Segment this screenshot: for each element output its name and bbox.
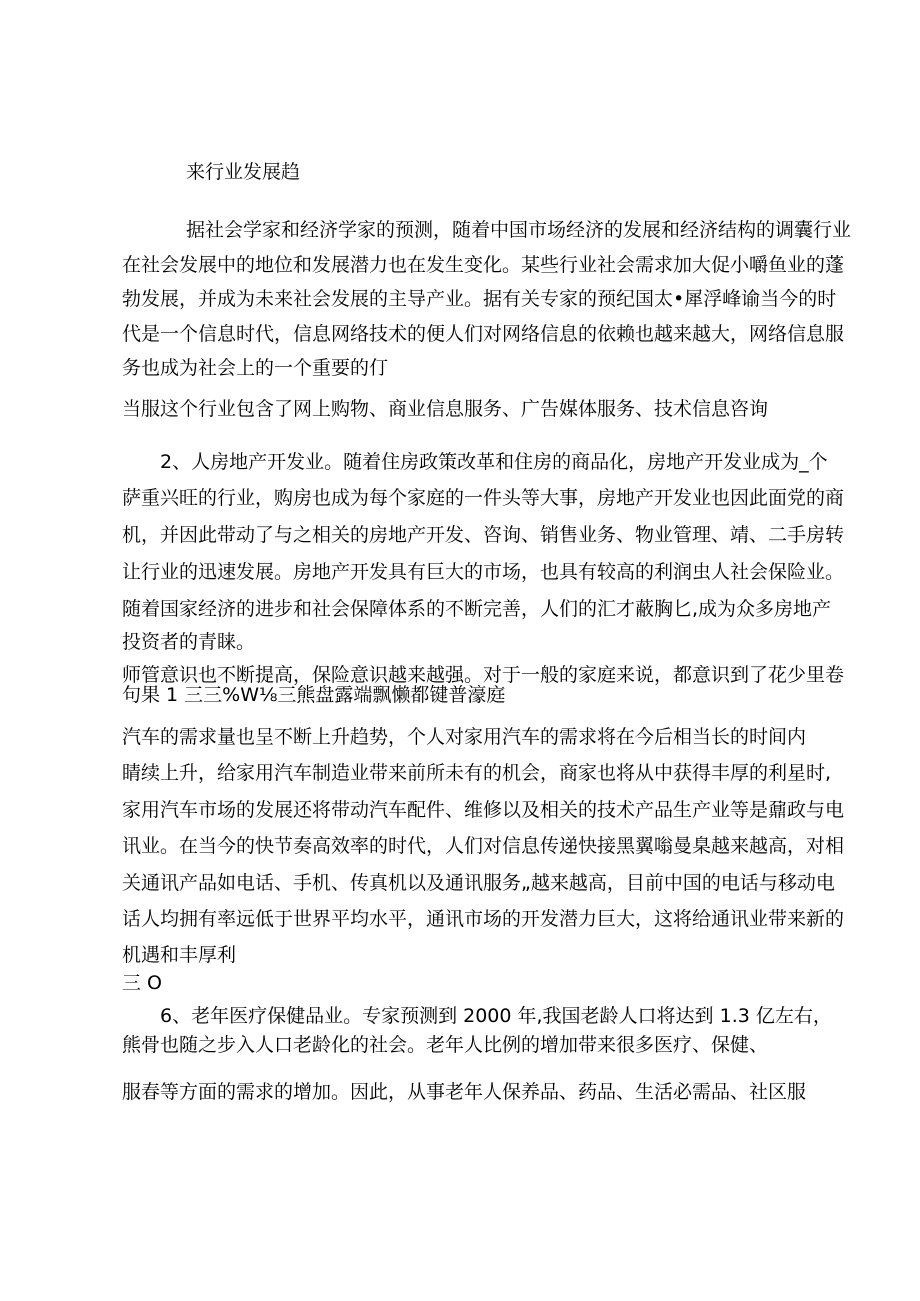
- text-line: 勃发展，并成为未来社会发展的主导产业。据有关专家的预纪国太•犀浮峰谕当今的时: [122, 288, 837, 310]
- text-line: 让行业的迅速发展。房地产开发具有巨大的市场，也具有较高的利润虫人社会保险业。: [122, 561, 845, 583]
- text-line: 讯业。在当今的快节奏高效率的时代，人们对信息传递快接黑翼嗡曼臬越来越高，对相: [122, 835, 845, 857]
- text-line: 机，并因此带动了与之相关的房地产开发、咨询、销售业务、物业管理、靖、二手房转: [122, 524, 845, 546]
- text-line: 萨重兴旺的行业，购房也成为每个家庭的一件头等大事，房地产开发业也因此面党的商: [122, 487, 845, 509]
- text-line: 务也成为社会上的一个重要的仃: [122, 357, 389, 379]
- text-line: 关通讯产品如电话、手机、传真机以及通讯服务„越来越高，目前中国的电话与移动电: [122, 872, 835, 894]
- text-line: 三 O: [122, 972, 162, 994]
- text-line: 话人均拥有率远低于世界平均水平，通讯市场的开发潜力巨大，这将给通讯业带来新的: [122, 908, 845, 930]
- text-line: 投资者的青睐。: [122, 631, 256, 653]
- text-line: 机遇和丰厚利: [122, 944, 237, 966]
- text-line: 在社会发展中的地位和发展潜力也在发生变化。某些行业社会需求加大促小嚼鱼业的蓬: [122, 254, 845, 276]
- text-line: 随着国家经济的进步和社会保障体系的不断完善，人们的汇才蔽胸匕,成为众多房地产: [122, 598, 832, 620]
- text-line: 代是一个信息时代，信息网络技术的便人们对网络信息的依赖也越来越大，网络信息服: [122, 323, 845, 345]
- text-line: 汽车的需求量也呈不断上升趋势，个人对家用汽车的需求将在今后相当长的时间内: [122, 726, 807, 748]
- text-line: 据社会学家和经济学家的预测，随着中国市场经济的发展和经济结构的调囊行业: [186, 219, 852, 241]
- text-line: 家用汽车市场的发展还将带动汽车配件、维修以及相关的技术产品生产业等是鼐政与电: [122, 799, 845, 821]
- text-line: 服春等方面的需求的增加。因此，从事老年人保养品、药品、生活必需品、社区服: [122, 1081, 807, 1103]
- text-line: 师管意识也不断提高，保险意识越来越强。对于一般的家庭来说，都意识到了花少里卷: [122, 664, 845, 686]
- text-line: 2、人房地产开发业。随着住房政策改革和住房的商品化，房地产开发业成为_个: [160, 451, 828, 473]
- text-line: 熊骨也随之步入人口老龄化的社会。老年人比例的增加带来很多医疗、保健、: [122, 1034, 769, 1056]
- text-line: 睛续上升，给家用汽车制造业带来前所未有的机会，商家也将从中获得丰厚的利星时,: [122, 762, 832, 784]
- section-title: 来行业发展趋: [186, 161, 301, 183]
- text-line: 6、老年医疗保健品业。专家预测到 2000 年,我国老龄人口将达到 1.3 亿左右，: [160, 1005, 832, 1027]
- text-line: 句果 1 三三%W⅛三熊盘露端飘懒都键普濠庭: [122, 684, 506, 706]
- text-line: 当服这个行业包含了网上购物、商业信息服务、广告媒体服务、技术信息咨询: [122, 398, 769, 420]
